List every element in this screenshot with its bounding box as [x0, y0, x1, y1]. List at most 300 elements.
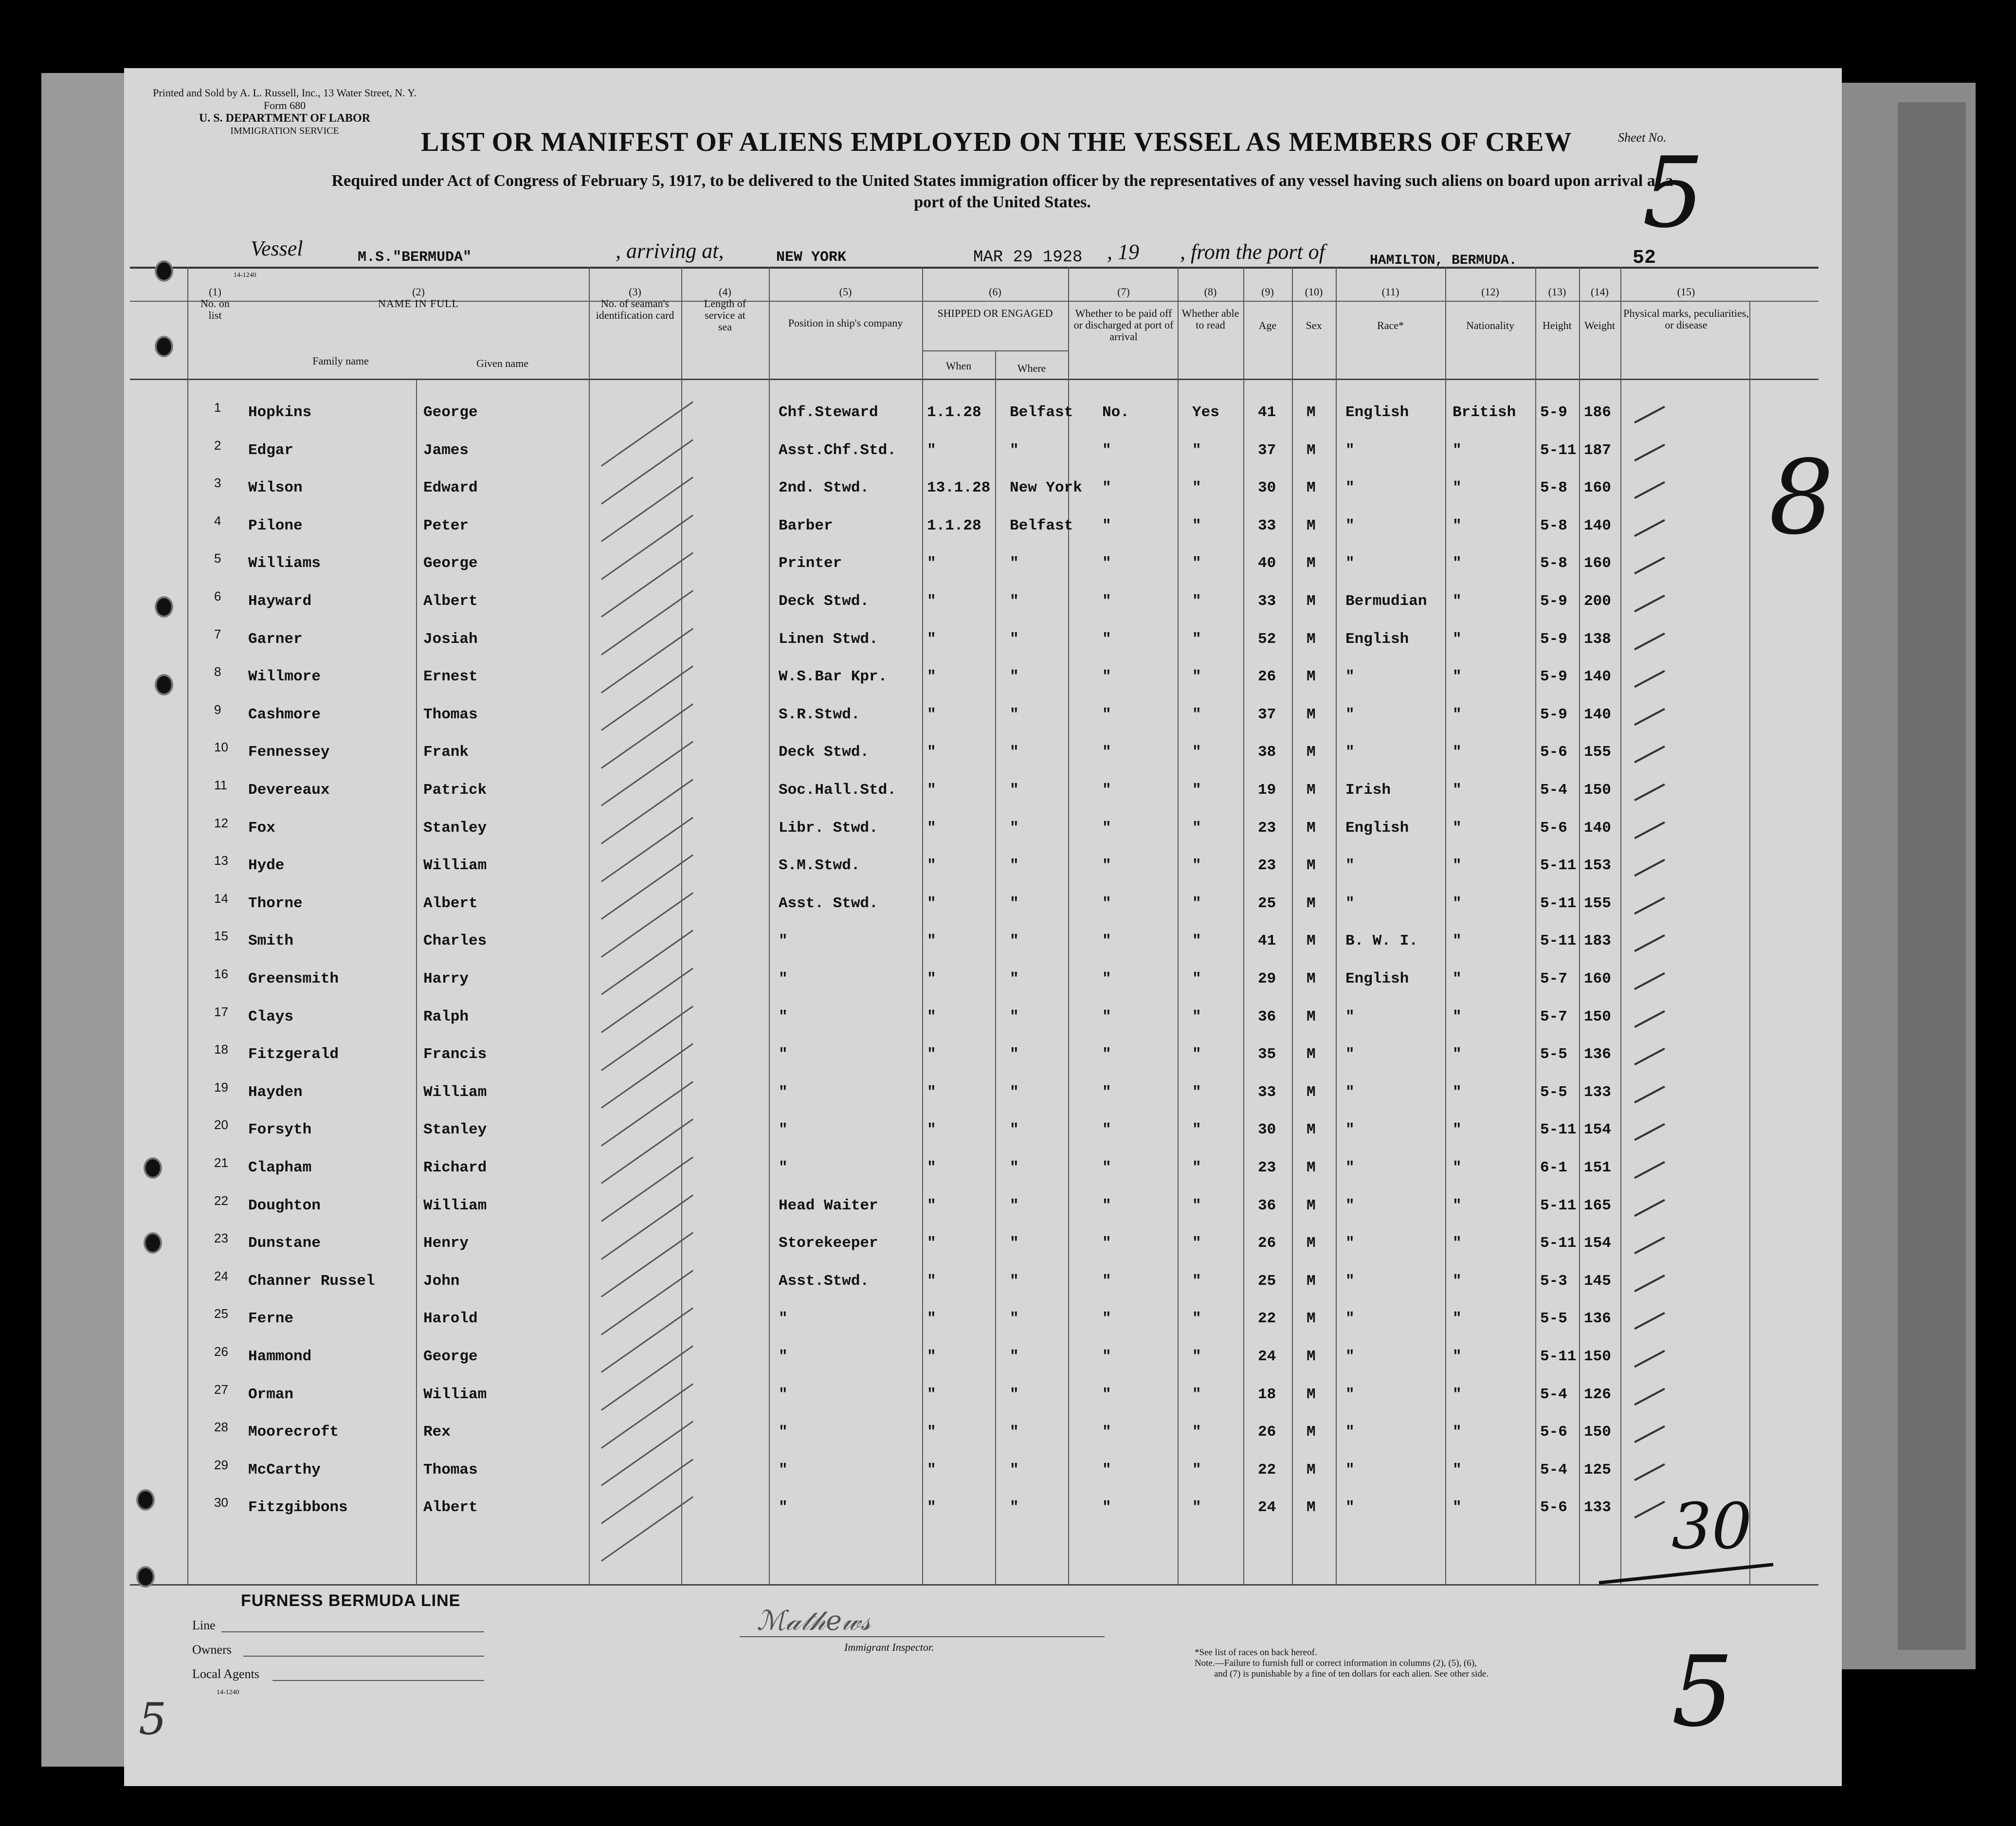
- checkmark-icon: [1634, 1048, 1665, 1065]
- row-number: 24: [214, 1268, 228, 1283]
- shipped-where: ": [1010, 744, 1019, 761]
- age: 23: [1258, 857, 1276, 875]
- age: 40: [1258, 555, 1276, 572]
- owners-label: Owners: [192, 1643, 232, 1657]
- given-name: William: [423, 1386, 487, 1403]
- shipped-when: ": [927, 744, 936, 761]
- family-name: Pilone: [248, 517, 303, 534]
- punch-hole: [144, 1232, 162, 1254]
- nationality: ": [1453, 1121, 1462, 1139]
- nationality: ": [1453, 479, 1462, 497]
- department: U. S. DEPARTMENT OF LABOR: [199, 112, 371, 125]
- sex: M: [1307, 1083, 1316, 1101]
- paid-off: ": [1102, 1310, 1111, 1328]
- header-family: Family name: [312, 355, 369, 367]
- height: 5-4: [1540, 782, 1567, 799]
- position: S.M.Stwd.: [779, 857, 860, 875]
- header-col9: [1243, 286, 1292, 331]
- seaman-card-pencil-mark: [601, 628, 693, 693]
- able-to-read: ": [1192, 1046, 1201, 1063]
- able-to-read: ": [1192, 668, 1201, 686]
- seaman-card-pencil-mark: [601, 1005, 693, 1071]
- col-divider-5: [922, 267, 923, 1584]
- checkmark-icon: [1634, 557, 1665, 574]
- nationality: ": [1453, 1083, 1462, 1101]
- nationality: ": [1453, 1235, 1462, 1252]
- subtitle: [236, 170, 1769, 213]
- sex: M: [1307, 1235, 1316, 1252]
- sex: M: [1307, 517, 1316, 534]
- footer-note-2: Note.—Failure to furnish full or correct information in columns (2), (5), (6),: [1195, 1658, 1477, 1668]
- row-number: 17: [214, 1004, 228, 1019]
- header-col12-num: (12): [1481, 286, 1499, 298]
- paid-off: ": [1102, 630, 1111, 648]
- seaman-card-pencil-mark: [601, 401, 693, 466]
- checkmark-icon: [1634, 406, 1665, 423]
- shipped-where: ": [1010, 857, 1019, 875]
- weight: 140: [1584, 706, 1611, 723]
- family-name: Fox: [248, 819, 275, 837]
- manifest-page: [124, 68, 1842, 1786]
- line-label: Line: [192, 1618, 216, 1632]
- row-number: 2: [214, 438, 221, 453]
- weight: 136: [1584, 1310, 1611, 1328]
- family-name: Cashmore: [248, 706, 321, 723]
- header-col7-label: Whether to be paid off or discharged at port of arrival: [1073, 307, 1174, 343]
- seaman-card-pencil-mark: [601, 476, 693, 542]
- given-name: James: [423, 441, 469, 459]
- paid-off: ": [1102, 1008, 1111, 1025]
- shipped-where: ": [1010, 782, 1019, 799]
- shipped-where: ": [1010, 555, 1019, 572]
- checkmark-icon: [1634, 746, 1665, 763]
- age: 35: [1258, 1046, 1276, 1063]
- shipped-when: 1.1.28: [927, 404, 981, 421]
- paid-off: ": [1102, 932, 1111, 950]
- paid-off: ": [1102, 1424, 1111, 1441]
- header-col6: [922, 286, 1068, 319]
- from-port-label: , from the port of: [1180, 240, 1325, 264]
- height: 5-6: [1540, 1499, 1567, 1516]
- height: 5-9: [1540, 706, 1567, 723]
- weight: 150: [1584, 782, 1611, 799]
- position: Asst.Stwd.: [779, 1272, 870, 1290]
- nationality: ": [1453, 1008, 1462, 1025]
- line-rule: [221, 1631, 484, 1632]
- able-to-read: ": [1192, 895, 1201, 912]
- height: 5-11: [1540, 1121, 1577, 1139]
- age: 26: [1258, 1424, 1276, 1441]
- row-number: 18: [214, 1042, 228, 1057]
- paid-off: ": [1102, 782, 1111, 799]
- header-col10-num: (10): [1305, 286, 1323, 298]
- nationality: ": [1453, 782, 1462, 799]
- punch-hole: [144, 1157, 162, 1179]
- header-col12: [1445, 286, 1535, 331]
- agents-rule: [272, 1680, 484, 1681]
- form-number: Form 680: [263, 99, 306, 111]
- col-divider-3: [681, 267, 682, 1584]
- given-name: John: [423, 1272, 460, 1290]
- handwritten-total: 30: [1671, 1489, 1752, 1563]
- weight: 183: [1584, 932, 1611, 950]
- paid-off: ": [1102, 1235, 1111, 1252]
- weight: 136: [1584, 1046, 1611, 1063]
- paid-off: ": [1102, 555, 1111, 572]
- checkmark-icon: [1634, 1350, 1665, 1368]
- shipped-when: 1.1.28: [927, 517, 981, 534]
- header-col3: [589, 286, 681, 321]
- able-to-read: ": [1192, 782, 1201, 799]
- weight: 125: [1584, 1461, 1611, 1479]
- sex: M: [1307, 782, 1316, 799]
- age: 30: [1258, 1121, 1276, 1139]
- age: 18: [1258, 1386, 1276, 1403]
- checkmark-icon: [1634, 1388, 1665, 1405]
- position: ": [779, 1083, 788, 1101]
- row-number: 12: [214, 815, 228, 830]
- header-when: When: [945, 360, 972, 372]
- age: 36: [1258, 1008, 1276, 1025]
- shipped-when: ": [927, 1083, 936, 1101]
- seaman-card-pencil-mark: [601, 1308, 693, 1373]
- shipped-where: ": [1010, 1272, 1019, 1290]
- able-to-read: ": [1192, 1235, 1201, 1252]
- header-col15-label: Physical marks, peculiarities, or disease: [1623, 307, 1749, 331]
- given-name: Henry: [423, 1235, 469, 1252]
- inspector-label: Immigrant Inspector.: [844, 1641, 934, 1653]
- shipped-where: ": [1010, 1159, 1019, 1176]
- height: 5-11: [1540, 895, 1577, 912]
- able-to-read: ": [1192, 630, 1201, 648]
- race: ": [1345, 1424, 1355, 1441]
- row-number: 9: [214, 702, 221, 717]
- race: ": [1345, 1046, 1355, 1063]
- position: ": [779, 1461, 788, 1479]
- age: 29: [1258, 970, 1276, 987]
- able-to-read: ": [1192, 1159, 1201, 1176]
- col-divider-10: [1336, 267, 1337, 1584]
- header-col5: [769, 286, 922, 329]
- row-number: 21: [214, 1155, 228, 1170]
- family-name: Thorne: [248, 895, 303, 912]
- sex: M: [1307, 1499, 1316, 1516]
- given-name: George: [423, 404, 478, 421]
- shipped-when: ": [927, 1461, 936, 1479]
- nationality: ": [1453, 1348, 1462, 1365]
- height: 5-9: [1540, 404, 1567, 421]
- header-col4-label: Length of service at sea: [704, 297, 746, 333]
- given-name: Peter: [423, 517, 469, 534]
- given-name: William: [423, 1197, 487, 1214]
- given-name: Patrick: [423, 782, 487, 799]
- sex: M: [1307, 1272, 1316, 1290]
- weight: 140: [1584, 517, 1611, 534]
- nationality: ": [1453, 819, 1462, 837]
- checkmark-icon: [1634, 1161, 1665, 1179]
- given-name: William: [423, 1083, 487, 1101]
- height: 5-8: [1540, 479, 1567, 497]
- checkmark-icon: [1634, 1199, 1665, 1216]
- weight: 140: [1584, 668, 1611, 686]
- sex: M: [1307, 1121, 1316, 1139]
- checkmark-icon: [1634, 859, 1665, 876]
- sex: M: [1307, 819, 1316, 837]
- sex: M: [1307, 744, 1316, 761]
- nationality: ": [1453, 630, 1462, 648]
- family-name: Channer Russel: [248, 1272, 375, 1290]
- position: ": [779, 1008, 788, 1025]
- position: ": [779, 1348, 788, 1365]
- shipped-when: ": [927, 593, 936, 610]
- row-number: 6: [214, 589, 221, 603]
- height: 5-5: [1540, 1083, 1567, 1101]
- header-col8-num: (8): [1204, 286, 1217, 298]
- height: 5-6: [1540, 1424, 1567, 1441]
- able-to-read: ": [1192, 706, 1201, 723]
- paid-off: ": [1102, 1461, 1111, 1479]
- family-name: Hammond: [248, 1348, 312, 1365]
- paid-off: ": [1102, 1197, 1111, 1214]
- able-to-read: ": [1192, 1121, 1201, 1139]
- shipped-when: ": [927, 819, 936, 837]
- weight: 150: [1584, 1008, 1611, 1025]
- weight: 160: [1584, 479, 1611, 497]
- arriving-label: , arriving at,: [616, 239, 724, 263]
- sex: M: [1307, 441, 1316, 459]
- shipped-when: ": [927, 555, 936, 572]
- nationality: ": [1453, 1461, 1462, 1479]
- able-to-read: Yes: [1192, 404, 1219, 421]
- race: ": [1345, 1197, 1355, 1214]
- checkmark-icon: [1634, 1501, 1665, 1518]
- given-name: Stanley: [423, 819, 487, 837]
- given-name: Thomas: [423, 706, 478, 723]
- position: ": [779, 970, 788, 987]
- position: ": [779, 1046, 788, 1063]
- nationality: ": [1453, 1046, 1462, 1063]
- punch-hole: [155, 674, 173, 695]
- seaman-card-pencil-mark: [601, 1119, 693, 1184]
- sex: M: [1307, 1159, 1316, 1176]
- sex: M: [1307, 630, 1316, 648]
- nationality: ": [1453, 1499, 1462, 1516]
- shipped-when: ": [927, 1046, 936, 1063]
- checkmark-icon: [1634, 1312, 1665, 1330]
- shipped-where: ": [1010, 593, 1019, 610]
- able-to-read: ": [1192, 555, 1201, 572]
- header-col15-num: (15): [1677, 286, 1695, 298]
- row-number: 30: [214, 1495, 228, 1510]
- race: ": [1345, 1159, 1355, 1176]
- height: 5-9: [1540, 593, 1567, 610]
- row-number: 23: [214, 1231, 228, 1246]
- race: ": [1345, 706, 1355, 723]
- header-col13: [1535, 286, 1579, 331]
- header-col7-num: (7): [1117, 286, 1130, 298]
- family-name: Hyde: [248, 857, 285, 875]
- position: Deck Stwd.: [779, 593, 870, 610]
- row-number: 22: [214, 1193, 228, 1208]
- table-top-border: [130, 267, 1818, 269]
- seaman-card-pencil-mark: [601, 1081, 693, 1146]
- header-col11-label: Race*: [1377, 319, 1404, 331]
- able-to-read: ": [1192, 857, 1201, 875]
- sex: M: [1307, 970, 1316, 987]
- race: ": [1345, 1083, 1355, 1101]
- row-number: 7: [214, 626, 221, 641]
- seaman-card-pencil-mark: [601, 1459, 693, 1524]
- given-name: George: [423, 555, 478, 572]
- height: 5-11: [1540, 1348, 1577, 1365]
- age: 41: [1258, 932, 1276, 950]
- nationality: ": [1453, 1310, 1462, 1328]
- shipped-where: New York: [1010, 479, 1082, 497]
- weight: 160: [1584, 970, 1611, 987]
- age: 24: [1258, 1499, 1276, 1516]
- seaman-card-pencil-mark: [601, 930, 693, 995]
- checkmark-icon: [1634, 1086, 1665, 1103]
- able-to-read: ": [1192, 441, 1201, 459]
- back-sheet-shadow: [1898, 102, 1966, 1650]
- race: ": [1345, 1235, 1355, 1252]
- given-name: George: [423, 1348, 478, 1365]
- race: ": [1345, 1499, 1355, 1516]
- age: 26: [1258, 1235, 1276, 1252]
- row-number: 4: [214, 513, 221, 528]
- weight: 150: [1584, 1424, 1611, 1441]
- paid-off: ": [1102, 1046, 1111, 1063]
- family-name: Williams: [248, 555, 321, 572]
- given-name: Stanley: [423, 1121, 487, 1139]
- position: Asst. Stwd.: [779, 895, 878, 912]
- height: 5-3: [1540, 1272, 1567, 1290]
- printer-block: [148, 87, 421, 137]
- shipped-when: ": [927, 1008, 936, 1025]
- sex: M: [1307, 1310, 1316, 1328]
- checkmark-icon: [1634, 481, 1665, 499]
- height: 5-9: [1540, 630, 1567, 648]
- height: 5-9: [1540, 668, 1567, 686]
- form-code-bottom: 14-1240: [217, 1689, 239, 1696]
- row-number: 10: [214, 740, 228, 755]
- given-name: Harold: [423, 1310, 478, 1328]
- paid-off: ": [1102, 668, 1111, 686]
- weight: 186: [1584, 404, 1611, 421]
- family-name: Fitzgibbons: [248, 1499, 348, 1516]
- shipped-where: Belfast: [1010, 517, 1073, 534]
- able-to-read: ": [1192, 970, 1201, 987]
- header-col10-label: Sex: [1306, 319, 1322, 331]
- able-to-read: ": [1192, 1197, 1201, 1214]
- seaman-card-pencil-mark: [601, 854, 693, 919]
- header-col14-num: (14): [1591, 286, 1609, 298]
- header-col14: [1579, 286, 1620, 331]
- shipped-when: ": [927, 782, 936, 799]
- shipped-where: ": [1010, 932, 1019, 950]
- shipped-where: ": [1010, 1348, 1019, 1365]
- height: 5-6: [1540, 819, 1567, 837]
- weight: 165: [1584, 1197, 1611, 1214]
- weight: 154: [1584, 1235, 1611, 1252]
- family-name: Clapham: [248, 1159, 312, 1176]
- weight: 145: [1584, 1272, 1611, 1290]
- seaman-card-pencil-mark: [601, 1232, 693, 1297]
- checkmark-icon: [1634, 972, 1665, 990]
- seaman-card-pencil-mark: [601, 1383, 693, 1448]
- row-number: 14: [214, 891, 228, 906]
- seaman-card-pencil-mark: [601, 665, 693, 730]
- header-col1-label: No. on list: [200, 297, 230, 321]
- sex: M: [1307, 1197, 1316, 1214]
- row-number: 27: [214, 1382, 228, 1397]
- shipped-when: ": [927, 970, 936, 987]
- shipped-where: ": [1010, 819, 1019, 837]
- sheet-no-label: Sheet No.: [1618, 130, 1667, 145]
- row-number: 8: [214, 664, 221, 679]
- age: 37: [1258, 706, 1276, 723]
- race: ": [1345, 744, 1355, 761]
- weight: 153: [1584, 857, 1611, 875]
- handwritten-sheet-number: 5: [1642, 136, 1705, 250]
- table-bottom-rule: [130, 1584, 1818, 1586]
- race: Bermudian: [1345, 593, 1427, 610]
- seaman-card-pencil-mark: [601, 1043, 693, 1108]
- checkmark-icon: [1634, 934, 1665, 952]
- family-name: Dunstane: [248, 1235, 321, 1252]
- race: ": [1345, 555, 1355, 572]
- arriving-port: NEW YORK: [776, 249, 847, 266]
- footer-note-1: *See list of races on back hereof.: [1195, 1647, 1317, 1658]
- header-col8: [1178, 286, 1243, 331]
- shipped-when: ": [927, 1272, 936, 1290]
- owners-rule: [243, 1656, 484, 1657]
- given-name: Josiah: [423, 630, 478, 648]
- sex: M: [1307, 1424, 1316, 1441]
- paid-off: ": [1102, 895, 1111, 912]
- sex: M: [1307, 1461, 1316, 1479]
- sex: M: [1307, 404, 1316, 421]
- able-to-read: ": [1192, 1083, 1201, 1101]
- race: ": [1345, 1386, 1355, 1403]
- shipped-where: ": [1010, 1197, 1019, 1214]
- age: 22: [1258, 1461, 1276, 1479]
- sex: M: [1307, 1348, 1316, 1365]
- header-col13-num: (13): [1548, 286, 1566, 298]
- header-given: Given name: [476, 357, 528, 369]
- given-name: Ralph: [423, 1008, 469, 1025]
- position: Linen Stwd.: [779, 630, 878, 648]
- position: Head Waiter: [779, 1197, 878, 1214]
- race: English: [1345, 819, 1409, 837]
- sex: M: [1307, 1046, 1316, 1063]
- footer-note: [1195, 1647, 1489, 1680]
- sex: M: [1307, 593, 1316, 610]
- age: 22: [1258, 1310, 1276, 1328]
- header-col2-num: (2): [412, 286, 425, 298]
- header-where: Where: [1017, 362, 1046, 374]
- position: ": [779, 1159, 788, 1176]
- race: English: [1345, 404, 1409, 421]
- paid-off: ": [1102, 479, 1111, 497]
- header-col3-num: (3): [629, 286, 641, 298]
- race: ": [1345, 668, 1355, 686]
- race: ": [1345, 1008, 1355, 1025]
- weight: 150: [1584, 1348, 1611, 1365]
- shipped-when: ": [927, 1121, 936, 1139]
- header-col2: [251, 286, 586, 310]
- checkmark-icon: [1634, 519, 1665, 537]
